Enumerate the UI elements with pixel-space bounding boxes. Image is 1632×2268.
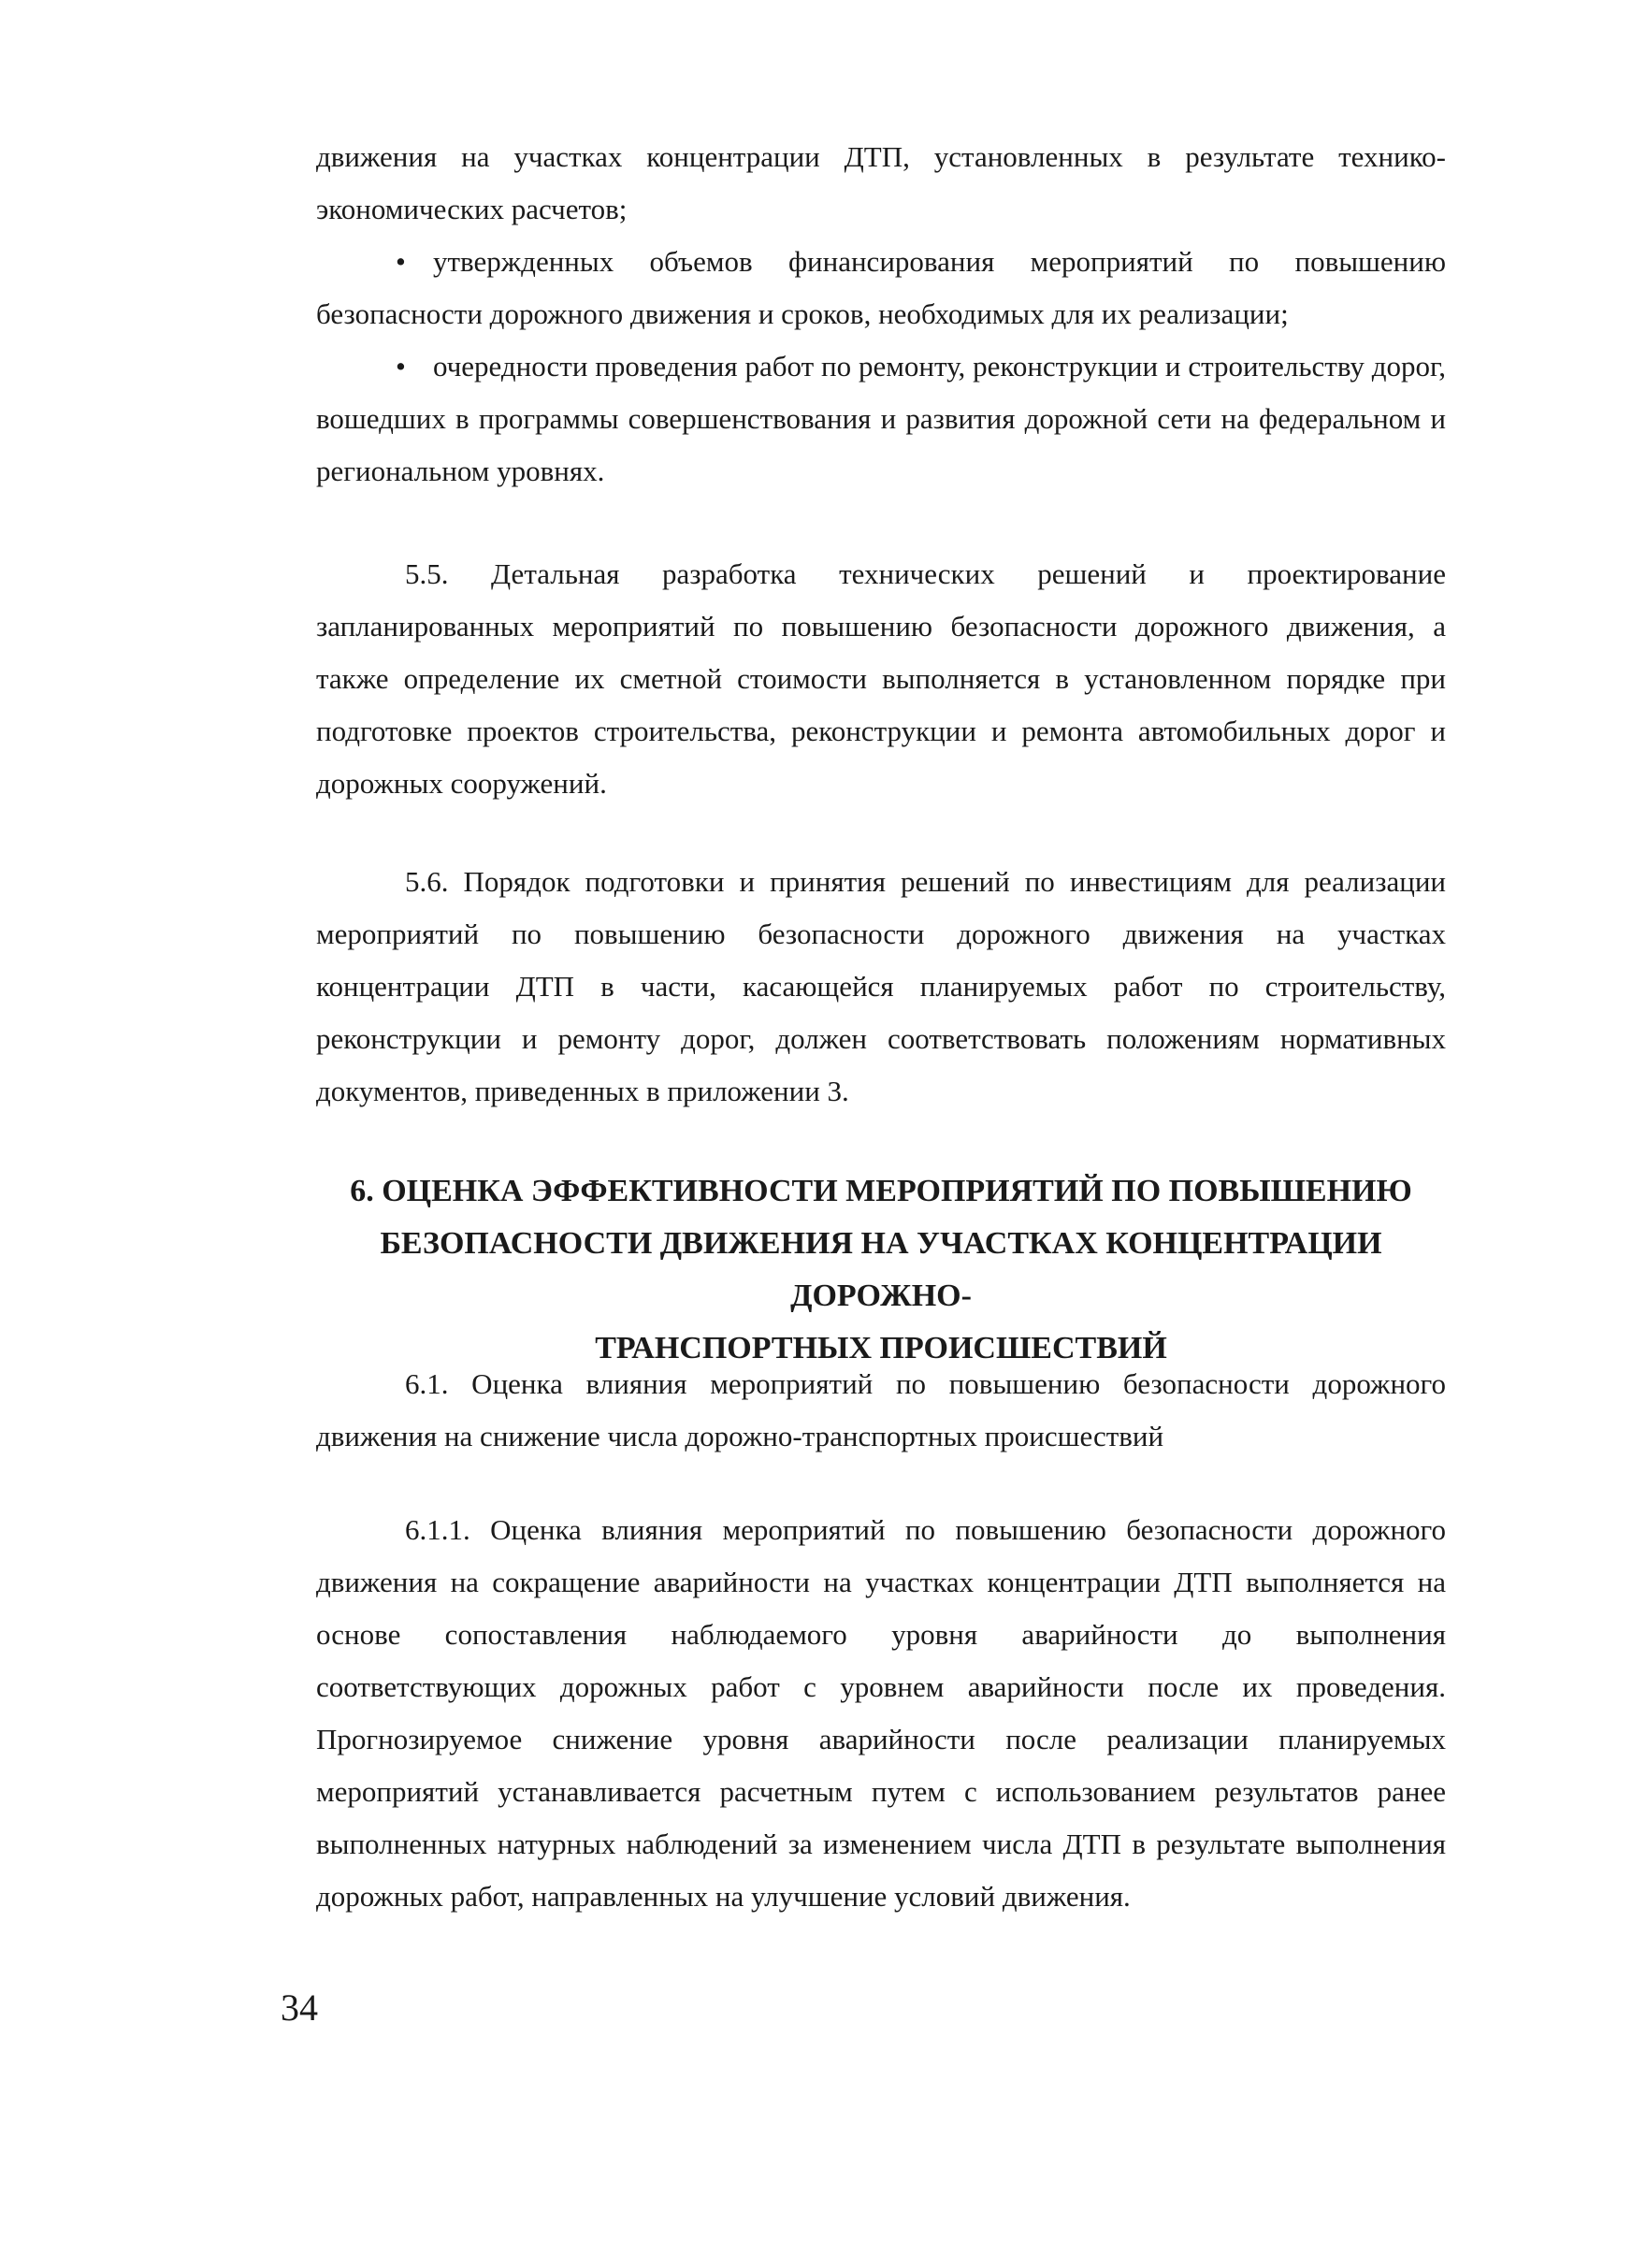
- paragraph-5-5: 5.5. Детальная разработка технических решений и проектирование запланированных мероприятий по повышению безопасности дорожного движения, а также определение их сметной стоимости выполняется в установленном порядке при подготовке проектов строительства, реконструкции и ремонта автомобильных дорог и дорожных сооружений.: [316, 557, 1446, 800]
- bullet-text: утвержденных объемов финансирования мероприятий по повышению безопасности дорожного движения и сроков, необходимых для их реализации;: [316, 245, 1446, 330]
- section-6-1: [316, 1358, 1446, 1463]
- section-6-1-1: [316, 1504, 1446, 1923]
- bullet-icon: •: [396, 350, 406, 383]
- heading-line-3: ТРАНСПОРТНЫХ ПРОИСШЕСТВИЙ: [595, 1331, 1167, 1365]
- section-5-6: [316, 856, 1446, 1118]
- intro-block: [316, 131, 1446, 498]
- paragraph-6-1: 6.1. Оценка влияния мероприятий по повышению безопасности дорожного движения на снижение числа дорожно-транспортных происшествий: [316, 1367, 1446, 1452]
- bullet-text: очередности проведения работ по ремонту, реконструкции и строительству дорог, вошедших в программы совершенствования и развития дорожной сети на федеральном и региональном уровнях.: [316, 350, 1446, 487]
- intro-continuation: движения на участках концентрации ДТП, установленных в результате технико-экономических расчетов;: [316, 140, 1446, 225]
- section-5-5: [316, 548, 1446, 810]
- bullet-item-priority: [316, 340, 1446, 498]
- section-6-heading: [316, 1165, 1446, 1375]
- heading-line-2: БЕЗОПАСНОСТИ ДВИЖЕНИЯ НА УЧАСТКАХ КОНЦЕНТРАЦИИ ДОРОЖНО-: [380, 1226, 1382, 1313]
- bullet-item-funding: [316, 236, 1446, 340]
- page-number: 34: [281, 1986, 318, 2029]
- bullet-icon: •: [396, 245, 406, 278]
- paragraph-6-1-1: 6.1.1. Оценка влияния мероприятий по повышению безопасности дорожного движения на сокращение аварийности на участках концентрации ДТП выполняется на основе сопоставления наблюдаемого уровня аварийности до выполнения соответствующих дорожных работ с уровнем аварийности после их проведения. Прогнозируемое снижение уровня аварийности после реализации планируемых мероприятий устанавливается расчетным путем с использованием результатов ранее выполненных натурных наблюдений за изменением числа ДТП в результате выполнения дорожных работ, направленных на улучшение условий движения.: [316, 1513, 1446, 1913]
- paragraph-5-6: 5.6. Порядок подготовки и принятия решений по инвестициям для реализации мероприятий по повышению безопасности дорожного движения на участках концентрации ДТП в части, касающейся планируемых работ по строительству, реконструкции и ремонту дорог, должен соответствовать положениям нормативных документов, приведенных в приложении 3.: [316, 865, 1446, 1107]
- heading-line-1: 6. ОЦЕНКА ЭФФЕКТИВНОСТИ МЕРОПРИЯТИЙ ПО ПОВЫШЕНИЮ: [350, 1174, 1412, 1208]
